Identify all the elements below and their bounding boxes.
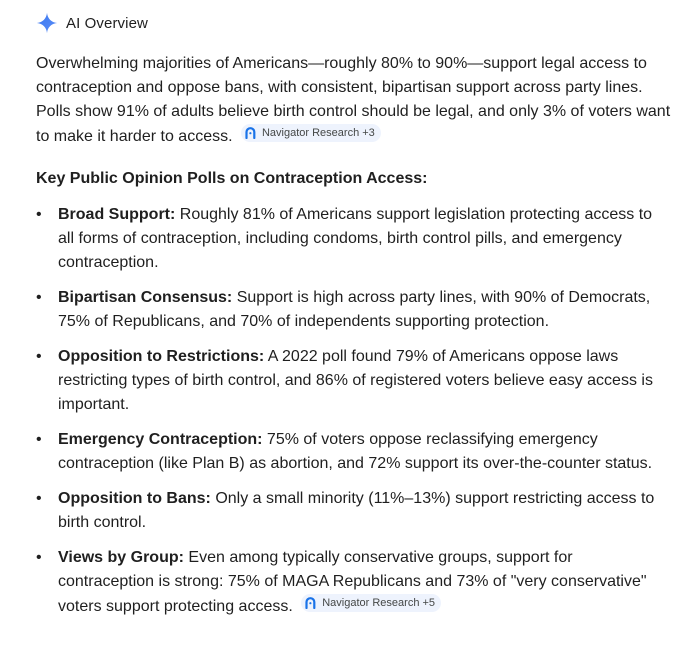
list-item — [36, 286, 668, 334]
list-item-label: Views by Group: — [58, 549, 184, 566]
list-item-label: Opposition to Bans: — [58, 490, 211, 507]
list-item-label: Broad Support: — [58, 206, 176, 223]
list-item-text: Even among typically conservative groups, support for contraception is strong: 75% of MAGA Republicans and 73% of "very conservative" voters support protecting access. — [58, 549, 647, 615]
list-item-label: Emergency Contraception: — [58, 431, 263, 448]
list-item-text: Roughly 81% of Americans support legislation protecting access to all forms of contraception, including condoms, birth control pills, and emergency contraception. — [58, 206, 653, 271]
ai-overview-title: AI Overview — [66, 14, 148, 32]
list-item — [36, 203, 668, 275]
bullet: • — [36, 348, 42, 365]
list-item — [36, 428, 668, 476]
bullet: • — [36, 206, 42, 223]
navigator-research-icon — [305, 597, 317, 609]
list-item — [36, 345, 668, 417]
list-item-label: Opposition to Restrictions: — [58, 348, 265, 365]
list-item — [36, 546, 668, 619]
bullet: • — [36, 490, 42, 507]
intro-paragraph — [36, 52, 672, 149]
source-chip[interactable] — [301, 594, 441, 612]
ai-overview-header — [36, 12, 662, 34]
bullet: • — [36, 549, 42, 566]
bullet: • — [36, 431, 42, 448]
poll-list — [36, 203, 662, 619]
list-item-text: Only a small minority (11%–13%) support restricting access to birth control. — [58, 490, 655, 531]
navigator-research-icon — [245, 127, 257, 139]
sparkle-icon — [36, 12, 58, 34]
bullet: • — [36, 289, 42, 306]
list-item-text: Support is high across party lines, with 90% of Democrats, 75% of Republicans, and 70% of independents supporting protection. — [58, 289, 651, 330]
source-chip[interactable] — [241, 124, 381, 142]
list-item-text: A 2022 poll found 79% of Americans oppose laws restricting types of birth control, and 86% of registered voters believe easy access is important. — [58, 348, 653, 413]
source-chip-label: Navigator Research +3 — [261, 127, 375, 139]
list-item-text: 75% of voters oppose reclassifying emergency contraception (like Plan B) as abortion, and 72% support its over-the-counter status. — [58, 431, 653, 472]
list-item — [36, 487, 668, 535]
section-title: Key Public Opinion Polls on Contraception Access: — [36, 170, 428, 187]
list-item-label: Bipartisan Consensus: — [58, 289, 233, 306]
intro-text: Overwhelming majorities of Americans—roughly 80% to 90%—support legal access to contraception and oppose bans, with consistent, bipartisan support across party lines. Polls show 91% of adults believe birth control should be legal, and only 3% of voters want to make it harder to access. — [36, 55, 671, 145]
source-chip-label: Navigator Research +5 — [322, 597, 436, 609]
